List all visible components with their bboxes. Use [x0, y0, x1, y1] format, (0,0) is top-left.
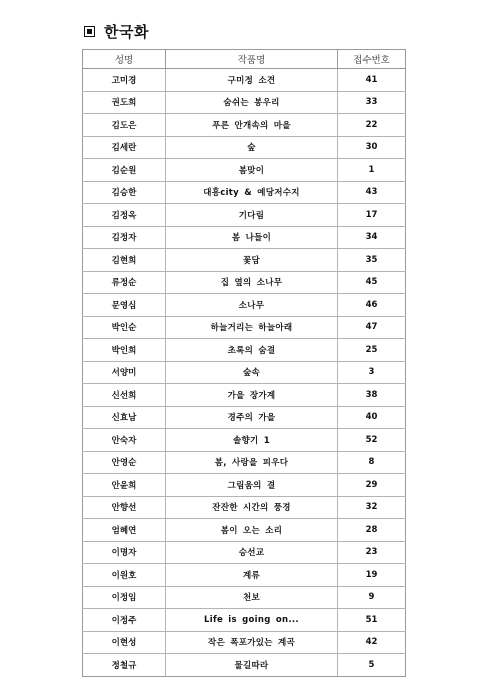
- artist-name: 류정순: [83, 271, 166, 294]
- entry-number: 25: [338, 339, 406, 362]
- table-row: [83, 429, 406, 452]
- artist-name: 고미경: [83, 69, 166, 92]
- square-bullet-icon: [84, 26, 95, 37]
- entry-number: 19: [338, 564, 406, 587]
- work-title: 숲속: [166, 361, 338, 384]
- artist-name: 이현성: [83, 631, 166, 654]
- work-title: 솔향기 1: [166, 429, 338, 452]
- entry-number: 1: [338, 159, 406, 182]
- entry-number: 42: [338, 631, 406, 654]
- artist-name: 이명자: [83, 541, 166, 564]
- artist-name: 권도희: [83, 91, 166, 114]
- work-title: 물길따라: [166, 654, 338, 677]
- entry-number: 29: [338, 474, 406, 497]
- table-row: [83, 451, 406, 474]
- artist-name: 문영심: [83, 294, 166, 317]
- table-row: [83, 631, 406, 654]
- work-title: 천보: [166, 586, 338, 609]
- work-title: 잔잔한 시간의 풍경: [166, 496, 338, 519]
- table-row: [83, 316, 406, 339]
- table-row: [83, 136, 406, 159]
- table-row: [83, 91, 406, 114]
- table-row: [83, 69, 406, 92]
- entry-number: 38: [338, 384, 406, 407]
- header-number: 접수번호: [338, 50, 406, 69]
- entry-number: 41: [338, 69, 406, 92]
- table-row: [83, 496, 406, 519]
- work-title: 봄, 사랑을 피우다: [166, 451, 338, 474]
- artist-name: 김정옥: [83, 204, 166, 227]
- artist-name: 박인순: [83, 316, 166, 339]
- table-row: [83, 361, 406, 384]
- table-row: [83, 159, 406, 182]
- artist-name: 엄혜연: [83, 519, 166, 542]
- table-row: [83, 226, 406, 249]
- entry-number: 47: [338, 316, 406, 339]
- entry-number: 45: [338, 271, 406, 294]
- entry-number: 34: [338, 226, 406, 249]
- table-header-row: [83, 50, 406, 69]
- entry-number: 30: [338, 136, 406, 159]
- artist-name: 신효남: [83, 406, 166, 429]
- header-name: 성명: [83, 50, 166, 69]
- entry-number: 52: [338, 429, 406, 452]
- works-table: [82, 49, 406, 677]
- work-title: 봄맞이: [166, 159, 338, 182]
- artist-name: 김정자: [83, 226, 166, 249]
- work-title: 소나무: [166, 294, 338, 317]
- work-title: 숲: [166, 136, 338, 159]
- entry-number: 46: [338, 294, 406, 317]
- work-title: 숨쉬는 봉우리: [166, 91, 338, 114]
- work-title: 꽃담: [166, 249, 338, 272]
- work-title: 계류: [166, 564, 338, 587]
- artist-name: 신선희: [83, 384, 166, 407]
- table-row: [83, 249, 406, 272]
- artist-name: 이정임: [83, 586, 166, 609]
- table-row: [83, 406, 406, 429]
- artist-name: 김세란: [83, 136, 166, 159]
- entry-number: 33: [338, 91, 406, 114]
- section-heading: [84, 20, 149, 42]
- work-title: 하늘거리는 하늘아래: [166, 316, 338, 339]
- table-row: [83, 339, 406, 362]
- table-row: [83, 654, 406, 677]
- work-title: 집 옆의 소나무: [166, 271, 338, 294]
- table-row: [83, 294, 406, 317]
- section-title: 한국화: [104, 22, 149, 41]
- artist-name: 이원호: [83, 564, 166, 587]
- table-row: [83, 114, 406, 137]
- work-title: Life is going on...: [166, 609, 338, 632]
- entry-number: 43: [338, 181, 406, 204]
- table-row: [83, 204, 406, 227]
- work-title: 대흥city & 예당저수지: [166, 181, 338, 204]
- table-row: [83, 586, 406, 609]
- table-row: [83, 474, 406, 497]
- artist-name: 김도은: [83, 114, 166, 137]
- entry-number: 9: [338, 586, 406, 609]
- artist-name: 김순원: [83, 159, 166, 182]
- artist-name: 정철규: [83, 654, 166, 677]
- artist-name: 안향선: [83, 496, 166, 519]
- artist-name: 김승한: [83, 181, 166, 204]
- work-title: 작은 폭포가있는 계곡: [166, 631, 338, 654]
- entry-number: 32: [338, 496, 406, 519]
- entry-number: 3: [338, 361, 406, 384]
- work-title: 초록의 숨결: [166, 339, 338, 362]
- work-title: 승선교: [166, 541, 338, 564]
- entry-number: 28: [338, 519, 406, 542]
- work-title: 봄이 오는 소리: [166, 519, 338, 542]
- artist-name: 이정주: [83, 609, 166, 632]
- artist-name: 서양미: [83, 361, 166, 384]
- artist-name: 박인희: [83, 339, 166, 362]
- table-row: [83, 181, 406, 204]
- table-row: [83, 541, 406, 564]
- table-row: [83, 564, 406, 587]
- work-title: 봄 나들이: [166, 226, 338, 249]
- artist-name: 안숙자: [83, 429, 166, 452]
- artist-name: 안윤희: [83, 474, 166, 497]
- table-row: [83, 519, 406, 542]
- entry-number: 5: [338, 654, 406, 677]
- work-title: 기다림: [166, 204, 338, 227]
- entry-number: 40: [338, 406, 406, 429]
- artist-name: 안영순: [83, 451, 166, 474]
- work-title: 구미정 소견: [166, 69, 338, 92]
- artist-name: 김현희: [83, 249, 166, 272]
- table-row: [83, 271, 406, 294]
- entry-number: 22: [338, 114, 406, 137]
- work-title: 경주의 가을: [166, 406, 338, 429]
- table-row: [83, 384, 406, 407]
- entry-number: 17: [338, 204, 406, 227]
- entry-number: 51: [338, 609, 406, 632]
- entry-number: 35: [338, 249, 406, 272]
- header-title: 작품명: [166, 50, 338, 69]
- work-title: 그림움의 결: [166, 474, 338, 497]
- work-title: 가을 장가계: [166, 384, 338, 407]
- entry-number: 8: [338, 451, 406, 474]
- table-row: [83, 609, 406, 632]
- work-title: 푸른 안개속의 마을: [166, 114, 338, 137]
- entry-number: 23: [338, 541, 406, 564]
